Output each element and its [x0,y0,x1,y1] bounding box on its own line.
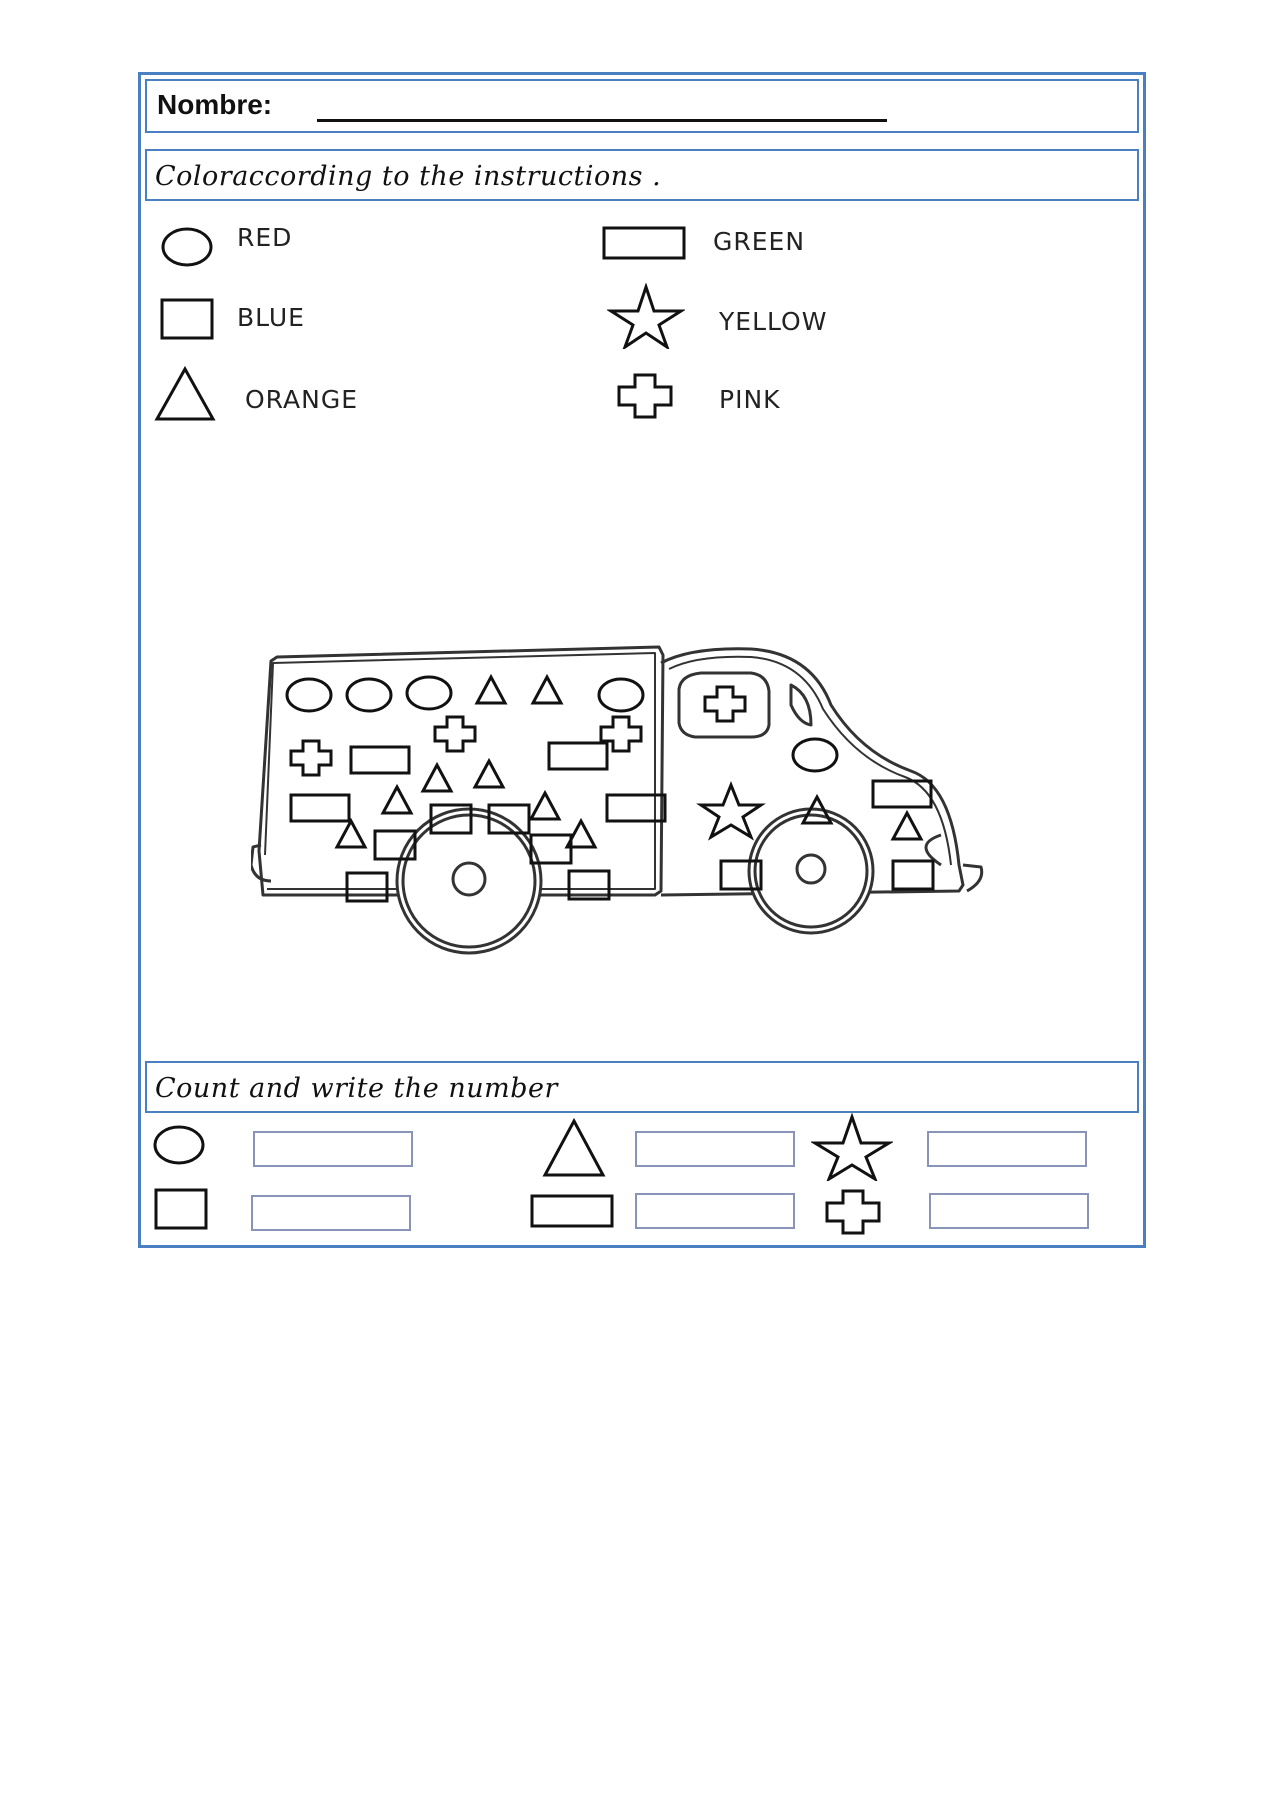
truck-rectangle [873,781,931,807]
count-instructions-text: Count and write the number [155,1073,558,1104]
truck-circle [599,679,643,711]
square-icon [153,1187,211,1233]
truck-circle [347,679,391,711]
star-icon [811,1113,893,1181]
circle-count-input[interactable] [253,1131,413,1167]
circle-icon [153,1123,209,1167]
truck-triangle [531,793,559,819]
truck-triangle [383,787,411,813]
cross-icon [615,371,677,421]
truck-triangle [423,765,451,791]
truck-cross [705,687,745,721]
legend-label-pink: PINK [719,385,781,414]
truck-circle [287,679,331,711]
truck-triangle [337,821,365,847]
legend-label-blue: BLUE [237,303,305,332]
rectangle-icon [529,1193,617,1231]
truck-cross [435,717,475,751]
truck-rectangle [549,743,607,769]
count-instructions-box [145,1061,1139,1113]
rectangle-count-input[interactable] [635,1193,795,1229]
name-label: Nombre: [157,89,273,120]
truck-rectangle [351,747,409,773]
truck-rectangle [607,795,665,821]
triangle-icon [153,365,217,425]
square-count-input[interactable] [251,1195,411,1231]
truck-triangle [893,813,921,839]
color-instructions-box [145,149,1139,201]
truck-cross [291,741,331,775]
truck-triangle [533,677,561,703]
legend-label-red: RED [237,223,293,252]
truck-circle [407,677,451,709]
cross-count-input[interactable] [929,1193,1089,1229]
legend-label-yellow: YELLOW [719,307,828,336]
triangle-count-input[interactable] [635,1131,795,1167]
circle-icon [161,225,217,269]
truck-coloring-picture[interactable] [251,565,1101,965]
truck-window [679,673,769,737]
triangle-icon [541,1117,607,1179]
truck-triangle [477,677,505,703]
name-box [145,79,1139,133]
legend-label-green: GREEN [713,227,806,256]
truck-star [701,785,761,837]
cross-icon [823,1187,885,1237]
star-icon [607,283,685,349]
color-instructions-text: Coloraccording to the instructions . [155,161,662,192]
truck-square [893,861,933,889]
worksheet [138,72,1146,1248]
truck-rectangle [291,795,349,821]
truck-square [347,873,387,901]
truck-front-wheel [749,809,873,933]
truck-back-wheel [397,809,541,953]
truck-triangle [475,761,503,787]
name-field-line[interactable] [317,119,887,122]
square-icon [159,297,215,343]
truck-circle [793,739,837,771]
legend-label-orange: ORANGE [245,385,359,414]
star-count-input[interactable] [927,1131,1087,1167]
rectangle-icon [601,225,689,263]
